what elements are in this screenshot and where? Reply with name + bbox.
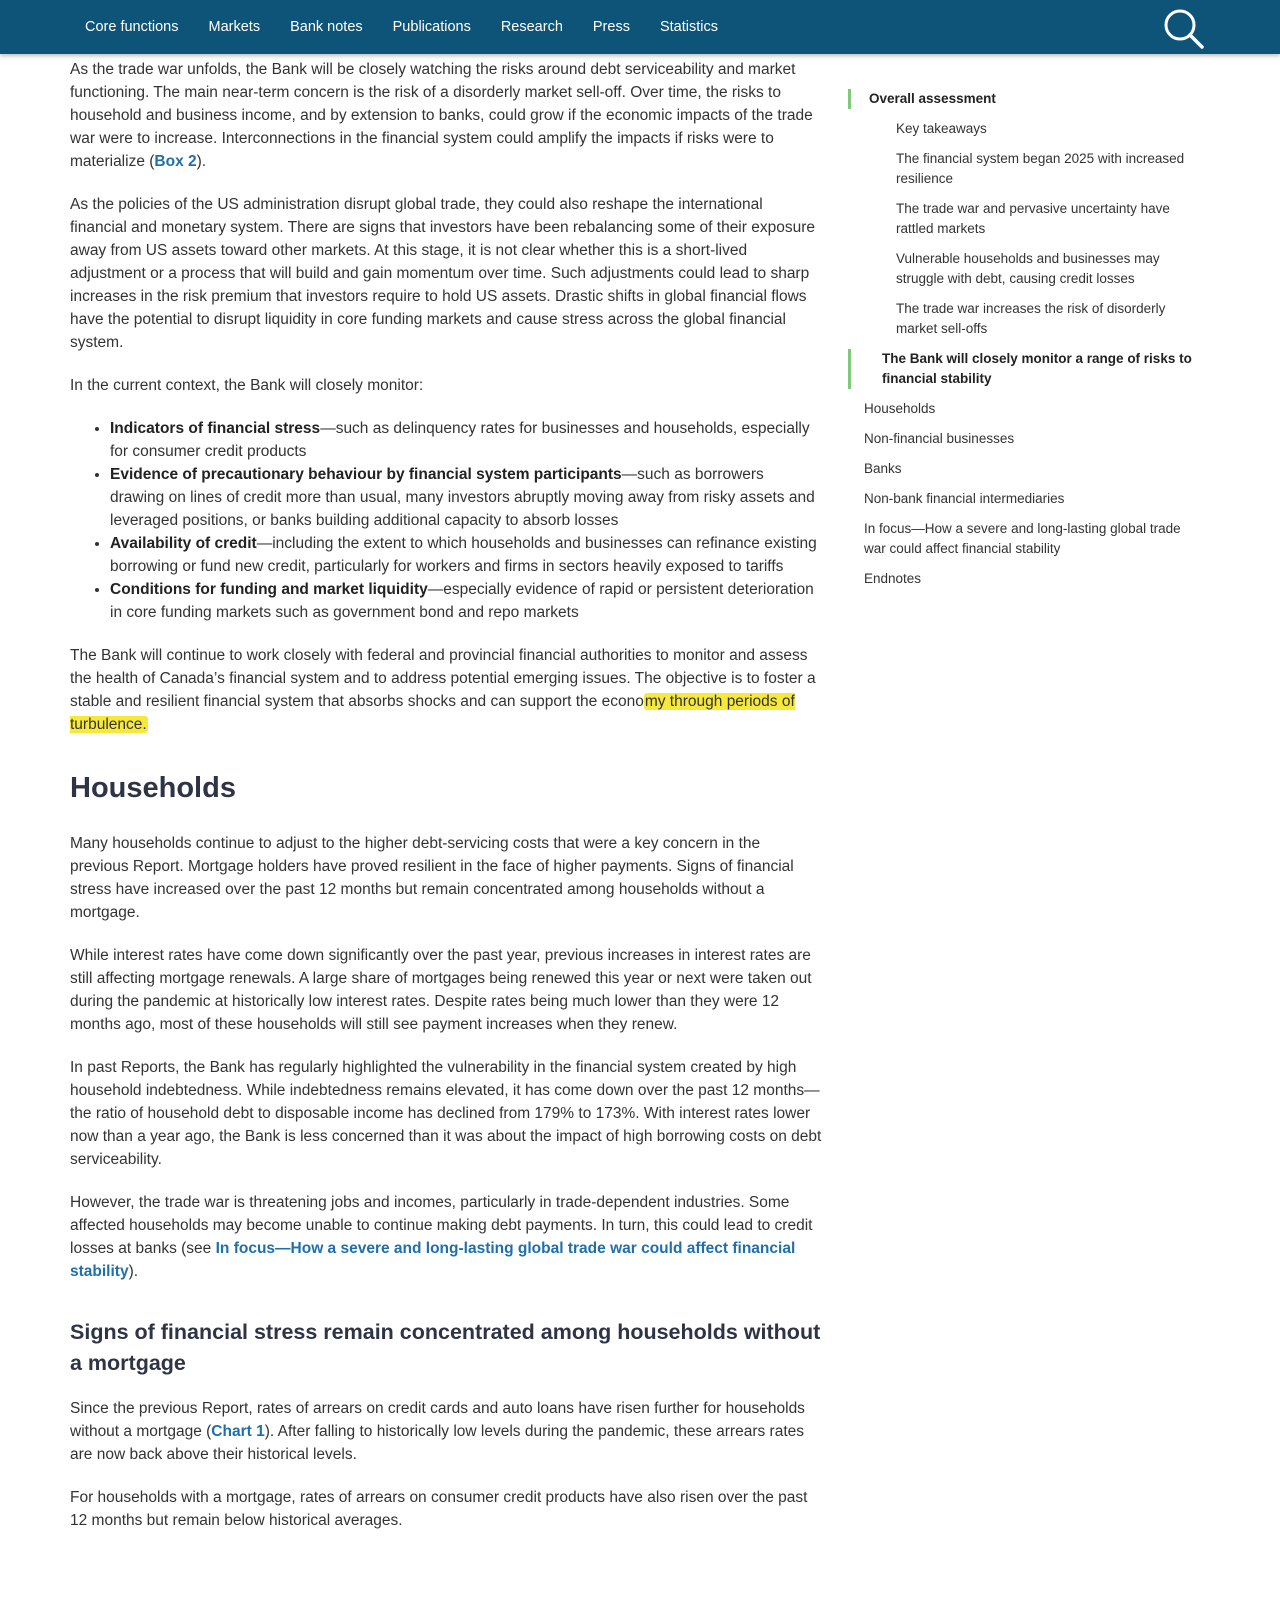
paragraph-households-adjust: Many households continue to adjust to the higher debt-servicing costs that were a key concern in the previous Report. Mortgage holders have proved resilient in the face of higher payments. Signs of financial stress have increased over the past 12 months but remain concentrated among households without a mortgage. [70, 835, 794, 921]
toc-non-financial-businesses[interactable]: Non-financial businesses [864, 431, 1015, 446]
nav-statistics[interactable]: Statistics [659, 19, 718, 35]
paragraph-trade-war-risks: As the trade war unfolds, the Bank will be closely watching the risks around debt serviceability and market functioning. The main near-term concern is the risk of a disorderly market sell-off. Over time, the risks to household and business income, and by extension to banks, could grow if the economic impacts of the trade war were to increase. Interconnections in the financial system could amplify the impacts if risks were to materialize (Box 2). [70, 61, 813, 170]
main-menu [70, 0, 733, 54]
toc-key-takeaways[interactable]: Key takeaways [896, 121, 987, 136]
toc-non-bank-intermediaries[interactable]: Non-bank financial intermediaries [864, 491, 1065, 506]
toc-credit-losses[interactable]: Vulnerable households and businesses may struggle with debt, causing credit losses [896, 251, 1160, 286]
paragraph-trade-war-jobs: However, the trade war is threatening jobs and incomes, particularly in trade-dependent industries. Some affected households may become unable to continue making debt payments. In turn, this could lead to credit losses at banks (see In focus—How a severe and long-lasting global trade war could affect financial stability). [70, 1194, 813, 1280]
chart-1-link[interactable]: Chart 1 [211, 1423, 265, 1440]
toc-in-focus[interactable]: In focus—How a severe and long-lasting global trade war could affect financial stability [864, 521, 1181, 556]
paragraph-arrears: Since the previous Report, rates of arrears on credit cards and auto loans have risen further for households without a mortgage (Chart 1). After falling to historically low levels during the pandemic, these arrears rates are now back above their historical levels. [70, 1400, 805, 1463]
nav-bank-notes[interactable]: Bank notes [290, 19, 363, 35]
toc-increased-resilience[interactable]: The financial system began 2025 with increased resilience [896, 151, 1185, 186]
highlighted-text: my through periods of turbulence. [70, 693, 795, 733]
paragraph-interest-rates: While interest rates have come down significantly over the past year, previous increases in interest rates are still affecting mortgage renewals. A large share of mortgages being renewed this year or next were taken out during the pandemic at historically low interest rates. Despite rates being much lower than they were 12 months ago, most of these households will still see payment increases when they renew. [70, 947, 812, 1033]
paragraph-indebtedness: In past Reports, the Bank has regularly highlighted the vulnerability in the financial system created by high household indebtedness. While indebtedness remains elevated, it has come down over the past 12 months—the ratio of household debt to disposable income has declined from 179% to 173%. With interest rates lower now than a year ago, the Bank is less concerned than it was about the impact of high borrowing costs on debt serviceability. [70, 1059, 822, 1168]
toc-households[interactable]: Households [864, 401, 936, 416]
heading-households: Households [70, 772, 236, 804]
list-item: • Availability of credit—including the extent to which households and businesses can refinance existing borrowing or fund new credit, particularly for workers and firms in sectors heavily exposed to tariffs [110, 532, 822, 578]
paragraph-bank-continue: The Bank will continue to work closely with federal and provincial financial authorities to monitor and assess the health of Canada’s financial system and to address potential emerging issues. The objective is to foster a stable and resilient financial system that absorbs shocks and can support the economy through periods of turbulence. [70, 647, 816, 733]
list-item: • Indicators of financial stress—such as delinquency rates for businesses and households, especially for consumer credit products [110, 417, 822, 463]
in-focus-link[interactable]: In focus—How a severe and long-lasting global trade war could affect financial stability [70, 1240, 796, 1280]
paragraph-us-policies: As the policies of the US administration disrupt global trade, they could also reshape the international financial and monetary system. There are signs that investors have been rebalancing some of their exposure away from US assets toward other markets. At this stage, it is not clear whether this is a short-lived adjustment or a process that will build and gain momentum over time. Such adjustments could lead to sharp increases in the risk premium that investors require to hold US assets. Drastic shifts in global financial flows have the potential to disrupt liquidity in core funding markets and cause stress across the global financial system. [70, 196, 815, 351]
nav-research[interactable]: Research [500, 19, 563, 35]
list-item: • Conditions for funding and market liquidity—especially evidence of rapid or persistent deterioration in core funding markets such as government bond and repo markets [110, 578, 822, 624]
paragraph-mortgage-arrears: For households with a mortgage, rates of arrears on consumer credit products have also risen over the past 12 months but remain below historical averages. [70, 1489, 808, 1529]
toc-banks[interactable]: Banks [864, 461, 902, 476]
nav-core-functions[interactable]: Core functions [85, 19, 179, 35]
table-of-contents [864, 56, 1204, 589]
search-button[interactable] [1162, 7, 1206, 51]
nav-markets[interactable]: Markets [208, 19, 261, 35]
search-icon [1162, 7, 1206, 51]
list-item: • Evidence of precautionary behaviour by financial system participants—such as borrowers drawing on lines of credit more than usual, many investors abruptly moving away from risky assets and leveraged positions, or banks building additional capacity to absorb losses [110, 463, 822, 532]
box-2-link[interactable]: Box 2 [154, 153, 197, 170]
toc-endnotes[interactable]: Endnotes [864, 571, 922, 586]
article-content [70, 54, 822, 1552]
toc-overall-assessment[interactable]: Overall assessment [848, 89, 1204, 109]
monitor-list [70, 417, 822, 624]
paragraph-monitor-intro: In the current context, the Bank will closely monitor: [70, 377, 424, 394]
nav-publications[interactable]: Publications [392, 19, 471, 35]
toc-disorderly-sell-offs[interactable]: The trade war increases the risk of disorderly market sell-offs [896, 301, 1166, 336]
nav-press[interactable]: Press [592, 19, 630, 35]
top-navigation-bar [0, 0, 1280, 54]
heading-signs-of-stress: Signs of financial stress remain concentrated among households without a mortgage [70, 1320, 821, 1375]
toc-rattled-markets[interactable]: The trade war and pervasive uncertainty have rattled markets [896, 201, 1170, 236]
toc-monitor-risks[interactable]: The Bank will closely monitor a range of risks to financial stability [848, 349, 1204, 389]
